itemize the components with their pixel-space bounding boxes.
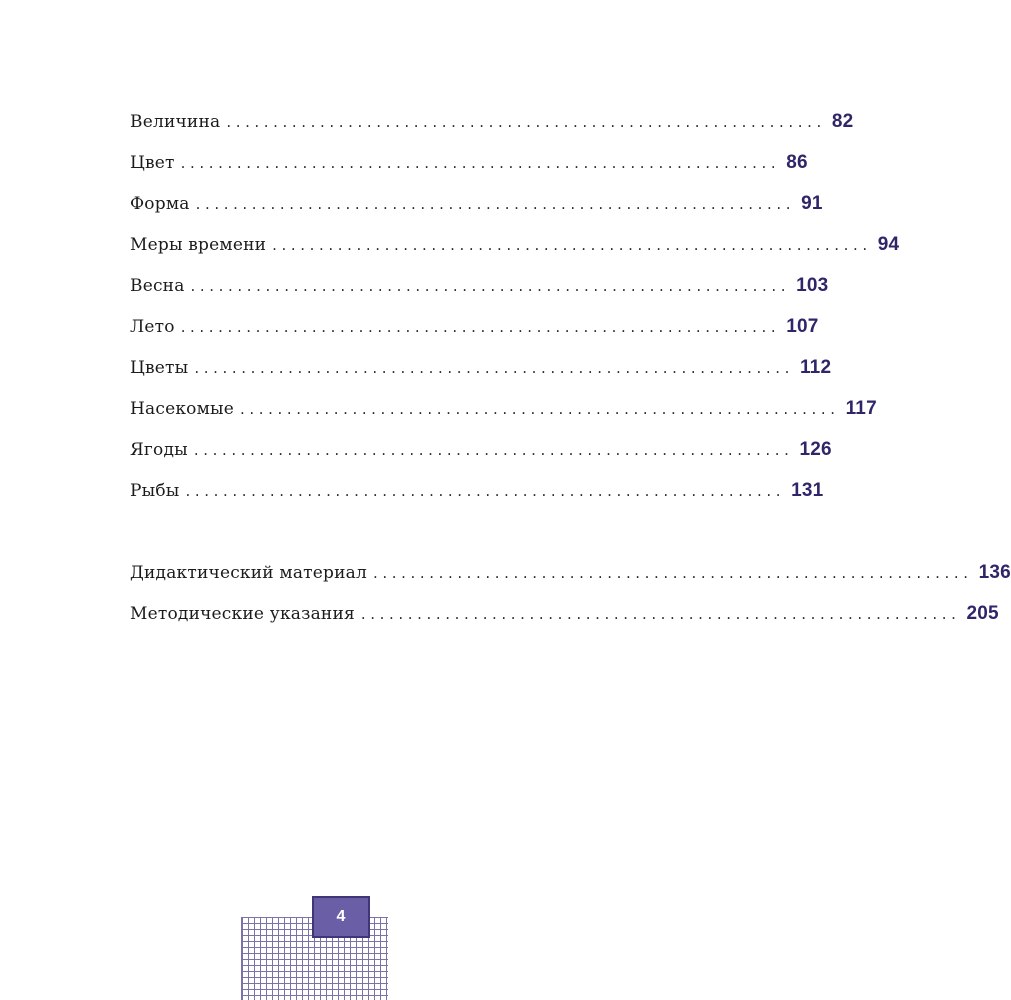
dot-leader: ................................................................	[193, 441, 794, 459]
toc-entry-page: 107	[786, 316, 819, 337]
dot-leader: ................................................................	[185, 482, 786, 500]
toc-entry-title: Ягоды	[130, 440, 188, 460]
toc-entry-title: Рыбы	[130, 481, 180, 501]
dot-leader: ................................................................	[190, 277, 791, 295]
toc-entry-page: 82	[831, 111, 854, 132]
toc-entry-page: 94	[877, 234, 900, 255]
dot-leader: ................................................................	[272, 236, 872, 254]
toc-extra-section	[130, 562, 1011, 644]
toc-entry-title: Весна	[130, 276, 185, 296]
toc-entry-title: Форма	[130, 194, 190, 214]
toc-entry[interactable]	[130, 439, 832, 480]
toc-entry-title: Насекомые	[130, 399, 235, 419]
toc-entry-title: Величина	[130, 112, 221, 132]
toc-entry-title: Лето	[130, 317, 175, 337]
dot-leader: ................................................................	[194, 359, 794, 377]
toc-entry-page: 103	[796, 275, 829, 296]
dot-leader: ................................................................	[240, 400, 840, 418]
dot-leader: ................................................................	[195, 195, 796, 213]
toc-main-section	[130, 111, 900, 521]
dot-leader: ................................................................	[373, 564, 973, 582]
page-number-badge	[312, 896, 370, 938]
toc-entry-title: Дидактический материал	[130, 563, 367, 583]
dot-leader: ................................................................	[360, 605, 961, 623]
toc-entry[interactable]	[130, 193, 823, 234]
page-number: 4	[336, 908, 346, 925]
dot-leader: ................................................................	[180, 318, 781, 336]
toc-entry[interactable]	[130, 603, 999, 644]
toc-entry-page: 205	[966, 603, 999, 624]
dot-leader: ................................................................	[226, 113, 826, 131]
toc-entry-page: 86	[786, 152, 808, 173]
toc-entry-title: Цвет	[130, 153, 175, 173]
toc-entry[interactable]	[130, 111, 854, 152]
toc-entry[interactable]	[130, 357, 832, 398]
toc-entry[interactable]	[130, 480, 824, 521]
toc-entry[interactable]	[130, 398, 877, 439]
toc-entry[interactable]	[130, 234, 900, 275]
toc-entry[interactable]	[130, 275, 829, 316]
dot-leader: ................................................................	[180, 154, 781, 172]
toc-entry-title: Методические указания	[130, 604, 355, 624]
toc-entry-page: 136	[978, 562, 1011, 583]
toc-entry-title: Меры времени	[130, 235, 267, 255]
toc-entry-page: 126	[799, 439, 832, 460]
toc-entry[interactable]	[130, 152, 808, 193]
toc-entry-page: 131	[791, 480, 824, 501]
toc-entry[interactable]	[130, 316, 819, 357]
toc-entry[interactable]	[130, 562, 1011, 603]
toc-entry-page: 91	[801, 193, 823, 214]
toc-entry-page: 117	[845, 398, 877, 419]
toc-entry-title: Цветы	[130, 358, 189, 378]
toc-entry-page: 112	[799, 357, 832, 378]
